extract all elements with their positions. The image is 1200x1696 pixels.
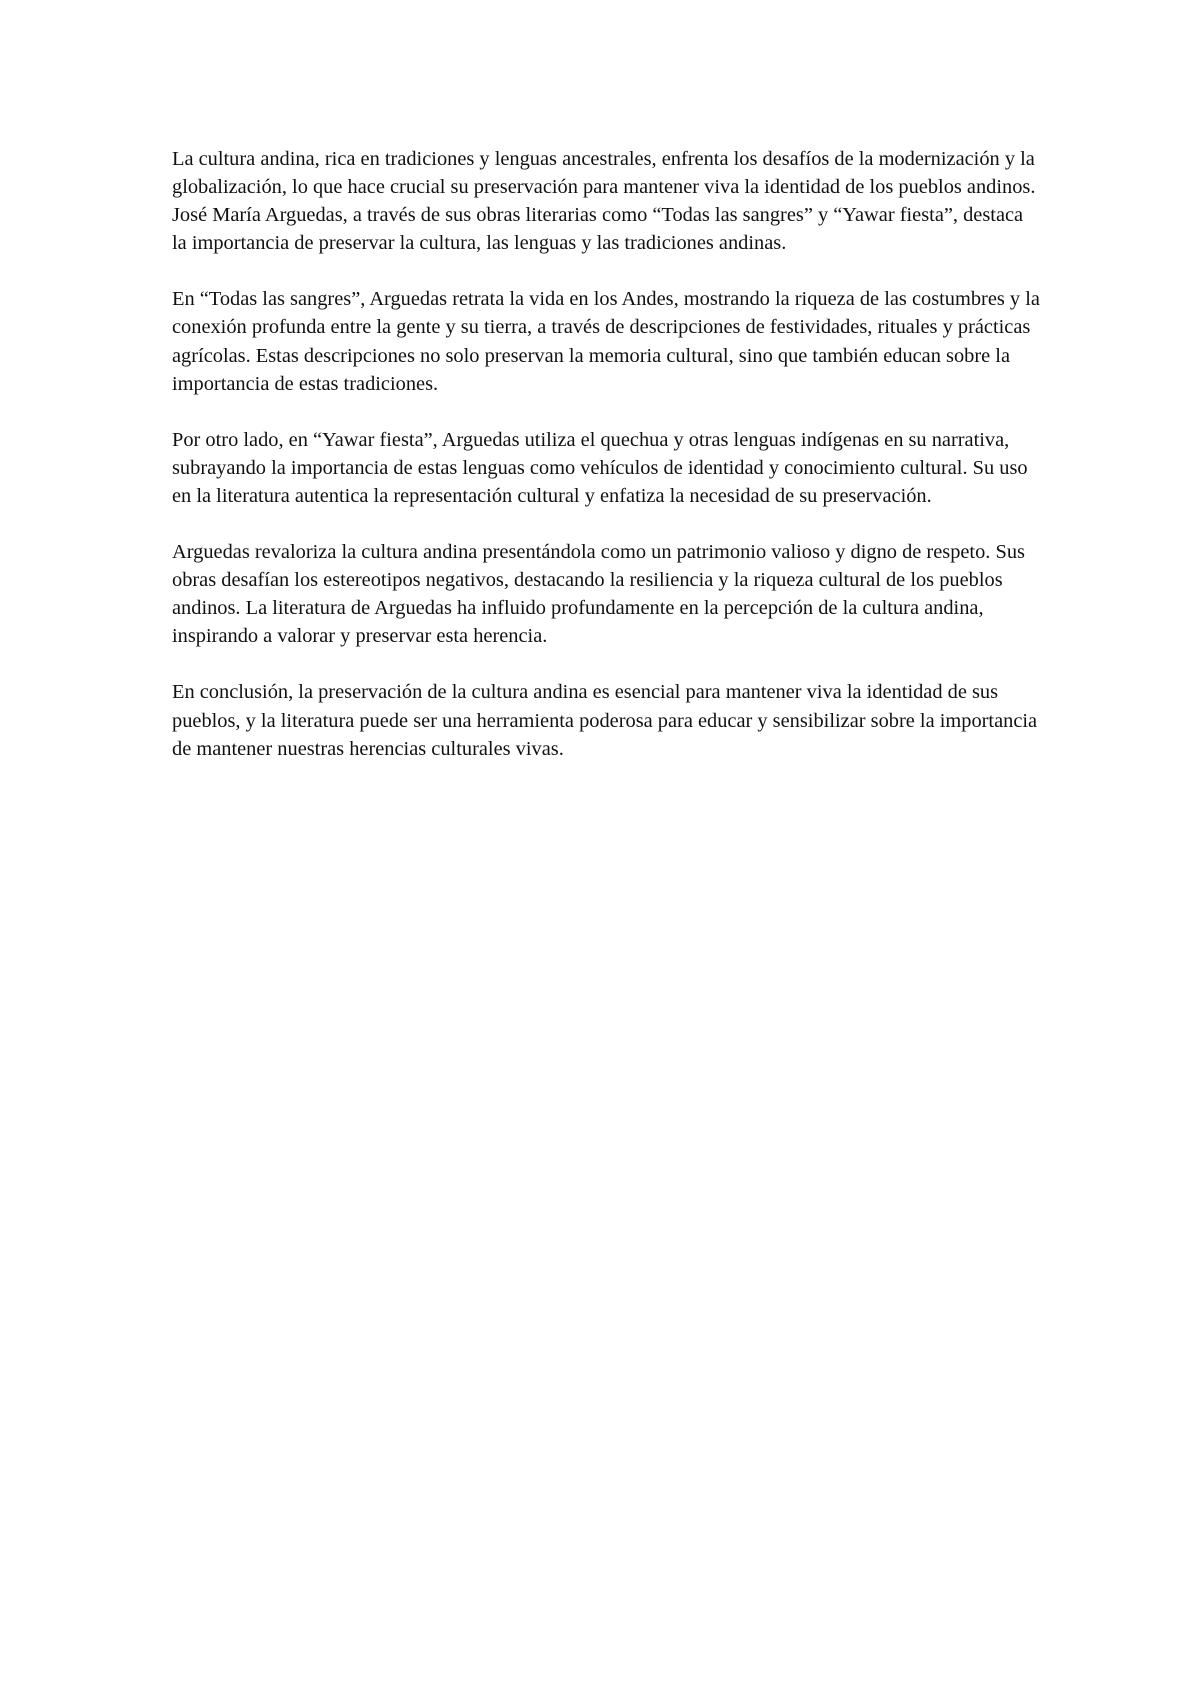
paragraph-2: En “Todas las sangres”, Arguedas retrata la vida en los Andes, mostrando la riqueza de las costumbres y la conexión profunda entre la gente y su tierra, a través de descripciones de festividades, rituales y prácticas agrícolas. Estas descripciones no solo preservan la memoria cultural, sino que también educan sobre la importancia de estas tradiciones. — [172, 288, 1040, 395]
paragraph-4: Arguedas revaloriza la cultura andina presentándola como un patrimonio valioso y digno de respeto. Sus obras desafían los estereotipos negativos, destacando la resiliencia y la riqueza cultural de los pueblos andinos. La literatura de Arguedas ha influido profundamente en la percepción de la cultura andina, inspirando a valorar y preservar esta herencia. — [172, 541, 1025, 648]
paragraph-5: En conclusión, la preservación de la cultura andina es esencial para mantener viva la identidad de sus pueblos, y la literatura puede ser una herramienta poderosa para educar y sensibilizar sobre la importancia de mantener nuestras herencias culturales vivas. — [172, 681, 1038, 760]
document-body — [172, 145, 1042, 791]
paragraph-3: Por otro lado, en “Yawar fiesta”, Arguedas utiliza el quechua y otras lenguas indígenas en su narrativa, subrayando la importancia de estas lenguas como vehículos de identidad y conocimiento cultural. Su uso en la literatura autentica la representación cultural y enfatiza la necesidad de su preservación. — [172, 428, 1028, 507]
paragraph-1: La cultura andina, rica en tradiciones y lenguas ancestrales, enfrenta los desafíos de la modernización y la globalización, lo que hace crucial su preservación para mantener viva la identidad de los pueblos andinos. José María Arguedas, a través de sus obras literarias como “Todas las sangres” y “Yawar fiesta”, destaca la importancia de preservar la cultura, las lenguas y las tradiciones andinas. — [172, 148, 1036, 255]
